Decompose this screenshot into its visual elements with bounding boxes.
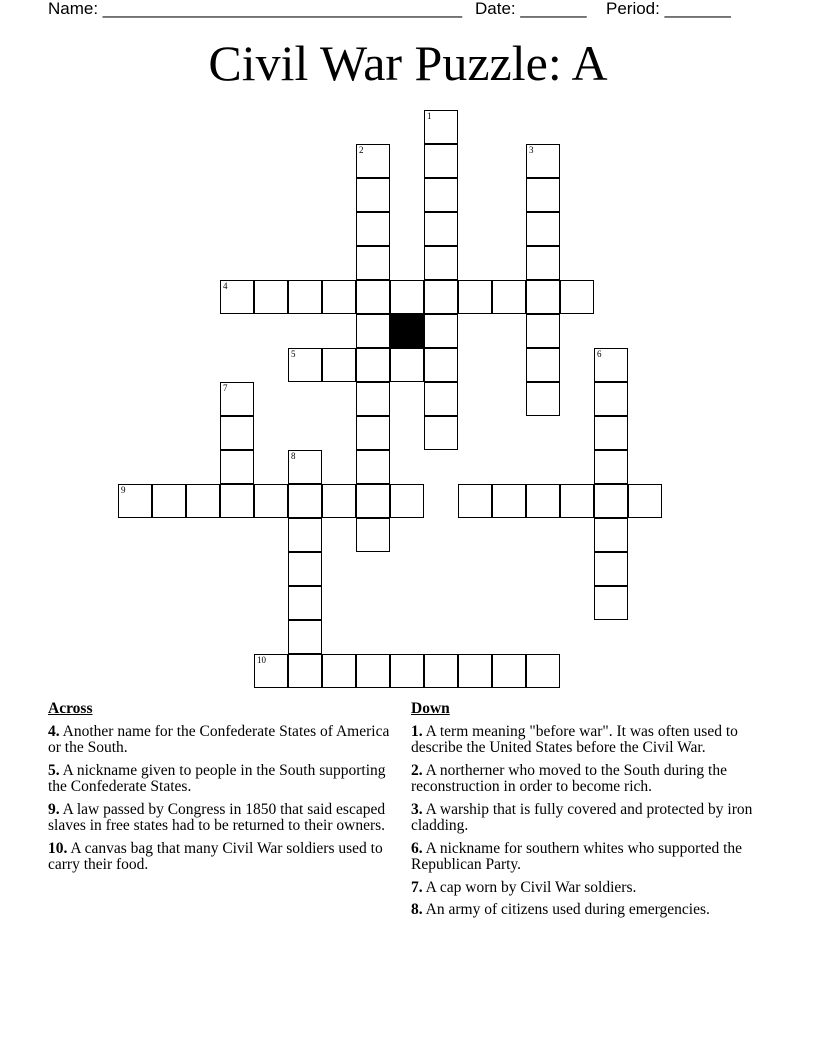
crossword-cell[interactable] <box>526 314 560 348</box>
clue-number: 9. <box>48 800 60 818</box>
across-heading: Across <box>48 700 93 717</box>
clue-text: A law passed by Congress in 1850 that said escaped slaves in free states had to be returned to their owners. <box>48 800 386 834</box>
clue-number: 7. <box>411 878 423 896</box>
crossword-cell[interactable] <box>526 484 560 518</box>
crossword-cell[interactable] <box>254 280 288 314</box>
clue-across-4 <box>48 724 398 757</box>
cell-number: 3 <box>529 145 534 155</box>
page-title: Civil War Puzzle: A <box>208 35 608 91</box>
cell-number: 10 <box>257 655 266 665</box>
crossword-cell[interactable] <box>390 348 424 382</box>
down-clues <box>411 701 771 925</box>
crossword-cell[interactable] <box>526 382 560 416</box>
crossword-cell[interactable] <box>356 212 390 246</box>
crossword-cell[interactable] <box>526 348 560 382</box>
name-field[interactable]: Name: ______________________________________ <box>48 0 463 18</box>
crossword-cell[interactable] <box>152 484 186 518</box>
crossword-cell[interactable] <box>424 110 458 144</box>
crossword-cell[interactable] <box>594 382 628 416</box>
crossword-cell[interactable] <box>594 450 628 484</box>
clue-text: A term meaning "before war". It was often used to describe the United States before the Civil War. <box>411 722 738 756</box>
crossword-cell[interactable] <box>356 314 390 348</box>
crossword-cell[interactable] <box>288 280 322 314</box>
crossword-cell[interactable] <box>594 552 628 586</box>
crossword-cell[interactable] <box>560 280 594 314</box>
crossword-cell[interactable] <box>322 484 356 518</box>
crossword-cell[interactable] <box>356 382 390 416</box>
clue-text: A canvas bag that many Civil War soldiers used to carry their food. <box>48 839 383 873</box>
clue-down-8 <box>411 902 771 919</box>
crossword-cell[interactable] <box>526 280 560 314</box>
crossword-cell[interactable] <box>492 654 526 688</box>
clue-across-10 <box>48 841 398 874</box>
clue-number: 8. <box>411 901 423 918</box>
crossword-cell[interactable] <box>322 348 356 382</box>
crossword-cell[interactable] <box>254 654 288 688</box>
crossword-cell[interactable] <box>288 586 322 620</box>
crossword-cell[interactable] <box>526 212 560 246</box>
cell-number: 1 <box>427 111 432 121</box>
crossword-cell[interactable] <box>526 144 560 178</box>
crossword-cell[interactable] <box>356 280 390 314</box>
clue-number: 6. <box>411 839 423 857</box>
crossword-cell[interactable] <box>424 654 458 688</box>
clue-down-6 <box>411 841 771 874</box>
crossword-cell[interactable] <box>458 280 492 314</box>
crossword-cell[interactable] <box>424 416 458 450</box>
clue-text: An army of citizens used during emergencies. <box>425 901 710 918</box>
date-field[interactable]: Date: _______ <box>475 0 587 18</box>
crossword-cell[interactable] <box>560 484 594 518</box>
crossword-cell[interactable] <box>220 280 254 314</box>
crossword-cell[interactable] <box>424 280 458 314</box>
clue-number: 3. <box>411 800 423 818</box>
black-square <box>390 314 424 348</box>
crossword-cell[interactable] <box>424 246 458 280</box>
crossword-cell[interactable] <box>220 484 254 518</box>
crossword-cell[interactable] <box>288 450 322 484</box>
clue-down-1 <box>411 724 771 757</box>
clue-down-7 <box>411 880 771 897</box>
crossword-cell[interactable] <box>424 178 458 212</box>
crossword-cell[interactable] <box>594 484 628 518</box>
period-field[interactable]: Period: _______ <box>606 0 731 18</box>
crossword-cell[interactable] <box>356 654 390 688</box>
crossword-cell[interactable] <box>390 280 424 314</box>
across-clues <box>48 701 398 880</box>
clue-text: A nickname for southern whites who supported the Republican Party. <box>411 839 743 873</box>
cell-number: 5 <box>291 349 296 359</box>
clue-text: A northerner who moved to the South during the reconstruction in order to become rich. <box>411 761 727 795</box>
cell-number: 9 <box>121 485 126 495</box>
crossword-cell[interactable] <box>288 552 322 586</box>
crossword-cell[interactable] <box>526 654 560 688</box>
cell-number: 2 <box>359 145 364 155</box>
crossword-cell[interactable] <box>492 280 526 314</box>
crossword-cell[interactable] <box>356 178 390 212</box>
crossword-cell[interactable] <box>186 484 220 518</box>
crossword-cell[interactable] <box>458 484 492 518</box>
clue-down-2 <box>411 763 771 796</box>
crossword-cell[interactable] <box>594 586 628 620</box>
crossword-cell[interactable] <box>288 484 322 518</box>
crossword-cell[interactable] <box>288 654 322 688</box>
clue-number: 4. <box>48 722 60 740</box>
crossword-cell[interactable] <box>322 654 356 688</box>
crossword-cell[interactable] <box>526 178 560 212</box>
crossword-cell[interactable] <box>390 484 424 518</box>
clue-number: 5. <box>48 761 60 779</box>
down-heading: Down <box>411 700 450 717</box>
crossword-cell[interactable] <box>492 484 526 518</box>
crossword-cell[interactable] <box>118 484 152 518</box>
crossword-cell[interactable] <box>390 654 424 688</box>
clue-across-9 <box>48 802 398 835</box>
crossword-cell[interactable] <box>424 382 458 416</box>
clue-number: 1. <box>411 722 423 740</box>
crossword-cell[interactable] <box>356 416 390 450</box>
clue-number: 10. <box>48 839 68 857</box>
crossword-cell[interactable] <box>424 144 458 178</box>
crossword-cell[interactable] <box>594 348 628 382</box>
crossword-cell[interactable] <box>356 484 390 518</box>
crossword-cell[interactable] <box>356 246 390 280</box>
crossword-cell[interactable] <box>424 348 458 382</box>
clue-across-5 <box>48 763 398 796</box>
crossword-cell[interactable] <box>594 416 628 450</box>
clue-text: A cap worn by Civil War soldiers. <box>425 878 637 896</box>
clue-number: 2. <box>411 761 423 779</box>
cell-number: 8 <box>291 451 296 461</box>
crossword-cell[interactable] <box>424 314 458 348</box>
student-info-header <box>48 0 768 20</box>
crossword-cell[interactable] <box>220 416 254 450</box>
clue-text: Another name for the Confederate States of America or the South. <box>48 722 390 756</box>
crossword-cell[interactable] <box>424 212 458 246</box>
crossword-cell[interactable] <box>594 518 628 552</box>
crossword-cell[interactable] <box>288 348 322 382</box>
cell-number: 4 <box>223 281 228 291</box>
crossword-cell[interactable] <box>288 518 322 552</box>
crossword-cell[interactable] <box>254 484 288 518</box>
cell-number: 7 <box>223 383 228 393</box>
crossword-cell[interactable] <box>356 144 390 178</box>
clue-down-3 <box>411 802 771 835</box>
clue-text: A nickname given to people in the South supporting the Confederate States. <box>48 761 386 795</box>
crossword-cell[interactable] <box>288 620 322 654</box>
crossword-cell[interactable] <box>356 450 390 484</box>
clue-text: A warship that is fully covered and protected by iron cladding. <box>411 800 753 834</box>
crossword-cell[interactable] <box>322 280 356 314</box>
crossword-cell[interactable] <box>220 450 254 484</box>
crossword-cell[interactable] <box>628 484 662 518</box>
crossword-cell[interactable] <box>356 348 390 382</box>
crossword-cell[interactable] <box>458 654 492 688</box>
crossword-cell[interactable] <box>220 382 254 416</box>
cell-number: 6 <box>597 349 602 359</box>
crossword-cell[interactable] <box>526 246 560 280</box>
crossword-cell[interactable] <box>356 518 390 552</box>
